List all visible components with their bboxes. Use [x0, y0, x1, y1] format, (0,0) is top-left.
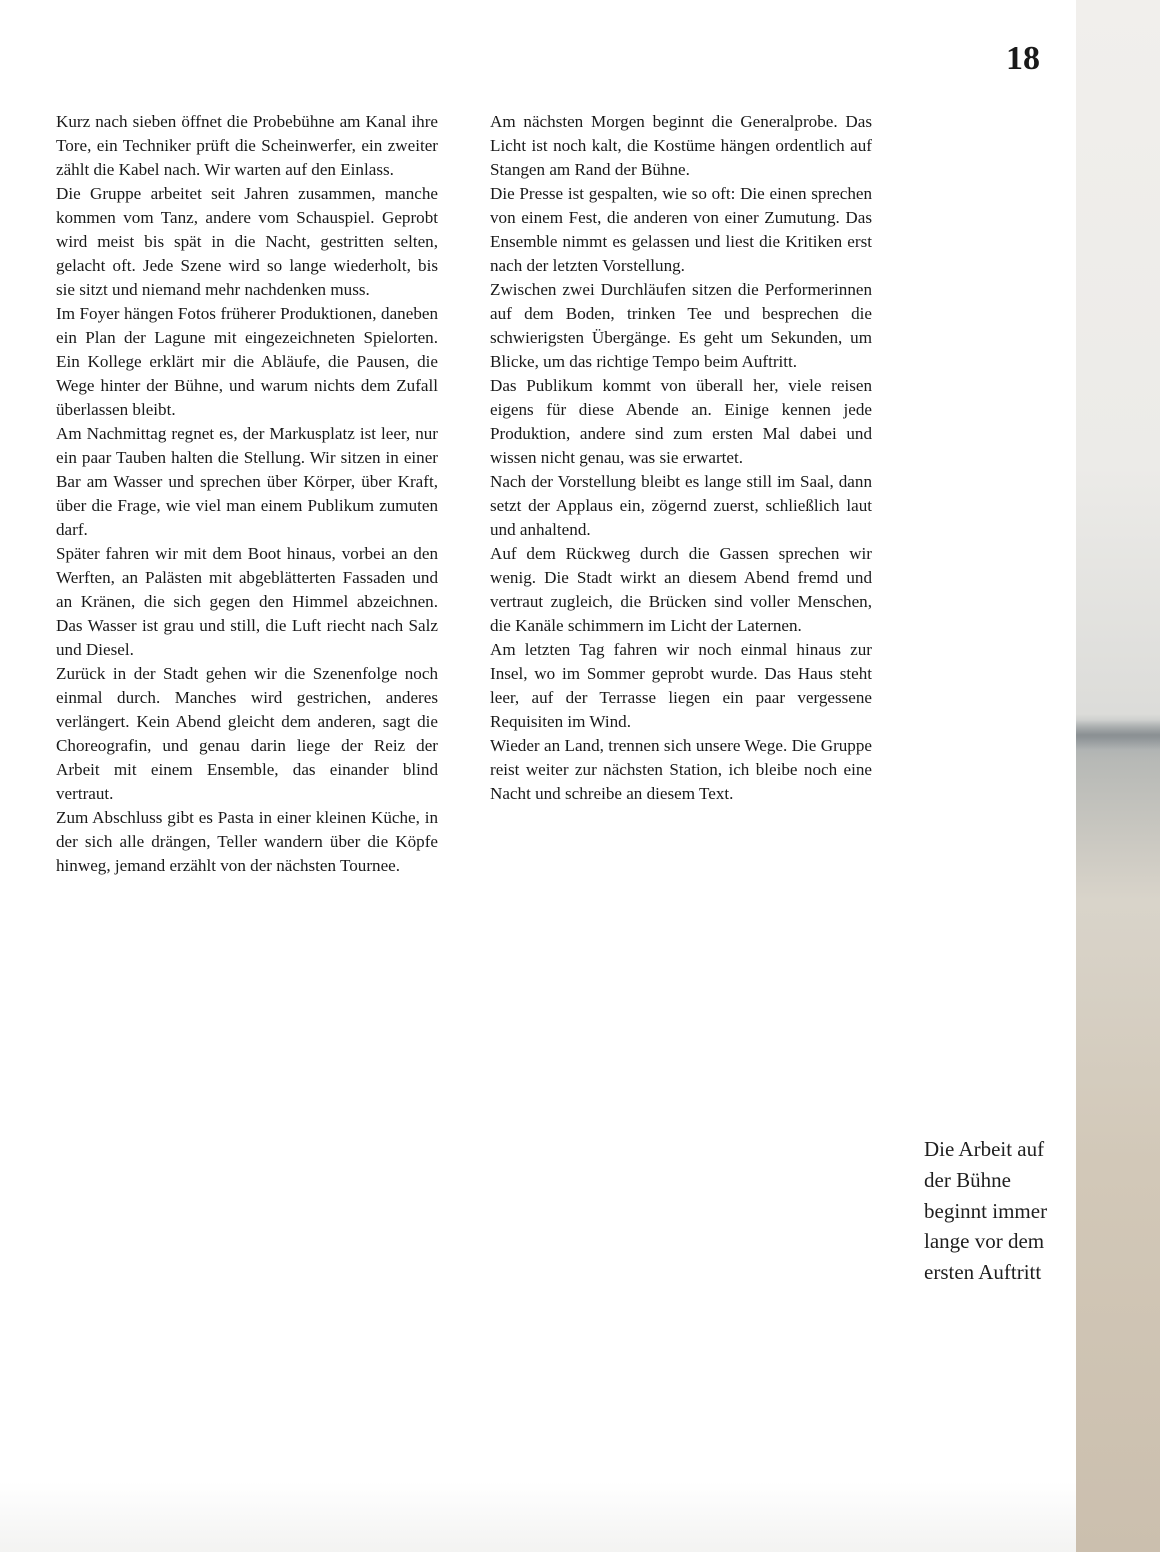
paragraph: Im Foyer hängen Fotos früherer Produktionen, daneben ein Plan der Lagune mit eingezeichneten Spielorten. Ein Kollege erklärt mir die Abläufe, die Pausen, die Wege hinter der Bühne, und warum nichts dem Zufall überlassen bleibt. [56, 304, 438, 419]
paragraph: Später fahren wir mit dem Boot hinaus, vorbei an den Werften, an Palästen mit abgeblätterten Fassaden und an Kränen, die sich gegen den Himmel abzeichnen. Das Wasser ist grau und still, die Luft riecht nach Salz und Diesel. [56, 544, 438, 659]
paragraph: Am nächsten Morgen beginnt die Generalprobe. Das Licht ist noch kalt, die Kostüme hängen ordentlich auf Stangen am Rand der Bühne. [490, 112, 872, 179]
paragraph: Zum Abschluss gibt es Pasta in einer kleinen Küche, in der sich alle drängen, Teller wandern über die Köpfe hinweg, jemand erzählt von der nächsten Tournee. [56, 808, 438, 875]
paragraph: Am letzten Tag fahren wir noch einmal hinaus zur Insel, wo im Sommer geprobt wurde. Das Haus steht leer, auf der Terrasse liegen ein paar vergessene Requisiten im Wind. [490, 640, 872, 731]
paragraph: Auf dem Rückweg durch die Gassen sprechen wir wenig. Die Stadt wirkt an diesem Abend fremd und vertraut zugleich, die Brücken sind voller Menschen, die Kanäle schimmern im Licht der Laternen. [490, 544, 872, 635]
article-column-left [56, 110, 438, 1500]
paragraph: Am Nachmittag regnet es, der Markusplatz ist leer, nur ein paar Tauben halten die Stellung. Wir sitzen in einer Bar am Wasser und sprechen über Körper, über Kraft, über die Frage, wie viel man einem Publikum zumuten darf. [56, 424, 438, 539]
paragraph: Die Gruppe arbeitet seit Jahren zusammen, manche kommen vom Tanz, andere vom Schauspiel. Geprobt wird meist bis spät in die Nacht, gestritten selten, gelacht oft. Jede Szene wird so lange wiederholt, bis sie sitzt und niemand mehr nachdenken muss. [56, 184, 438, 299]
paragraph: Zurück in der Stadt gehen wir die Szenenfolge noch einmal durch. Manches wird gestrichen, anderes verlängert. Kein Abend gleicht dem anderen, sagt die Choreografin, und genau darin liege der Reiz der Arbeit mit einem Ensemble, das einander blind vertraut. [56, 664, 438, 803]
paragraph: Zwischen zwei Durchläufen sitzen die Performerinnen auf dem Boden, trinken Tee und besprechen die schwierigsten Übergänge. Es geht um Sekunden, um Blicke, um das richtige Tempo beim Auftritt. [490, 280, 872, 371]
paragraph: Nach der Vorstellung bleibt es lange still im Saal, dann setzt der Applaus ein, zögernd zuerst, schließlich laut und anhaltend. [490, 472, 872, 539]
paragraph: Wieder an Land, trennen sich unsere Wege. Die Gruppe reist weiter zur nächsten Station, ich bleibe noch eine Nacht und schreibe an diesem Text. [490, 736, 872, 803]
page-number: 18 [1006, 40, 1040, 77]
side-photo [1076, 0, 1160, 1552]
paragraph: Die Presse ist gespalten, wie so oft: Die einen sprechen von einem Fest, die anderen von einer Zumutung. Das Ensemble nimmt es gelassen und liest die Kritiken erst nach der letzten Vorstellung. [490, 184, 872, 275]
paragraph: Das Publikum kommt von überall her, viele reisen eigens für diese Abende an. Einige kennen jede Produktion, andere sind zum ersten Mal dabei und wissen nicht genau, was sie erwartet. [490, 376, 872, 467]
horizon-band [1076, 720, 1160, 750]
pull-quote: Die Arbeit auf der Bühne beginnt immer lange vor dem ersten Auftritt [924, 1137, 1048, 1285]
article-column-middle [490, 110, 872, 1500]
paragraph: Kurz nach sieben öffnet die Probebühne am Kanal ihre Tore, ein Techniker prüft die Scheinwerfer, ein zweiter zählt die Kabel nach. Wir warten auf den Einlass. [56, 112, 438, 179]
